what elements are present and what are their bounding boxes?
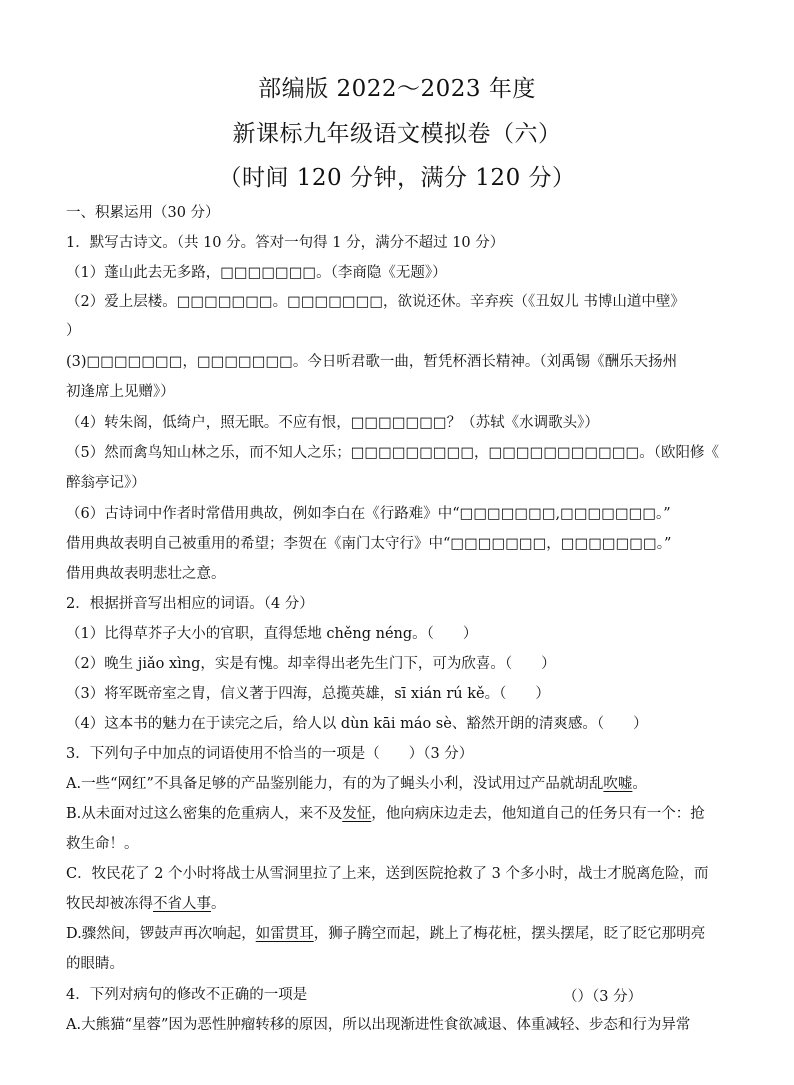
question-1-item-4: （4）转朱阁，低绮户，照无眠。不应有恨，□□□□□□□？（苏轼《水调歌头》） — [66, 415, 599, 431]
question-1-item-1: （1）蓬山此去无多路，□□□□□□□。（李商隐《无题》） — [66, 265, 447, 281]
question-3-option-b-cont: 救生命！。 — [66, 836, 139, 852]
question-3-option-a — [66, 774, 750, 794]
question-4-stem: 4．下列对病句的修改不正确的一项是 — [66, 987, 308, 1003]
question-2-item-4: （4）这本书的魅力在于读完之后，给人以 dùn kāi máo sè、豁然开朗的清爽感。（ ） — [66, 716, 648, 732]
question-2-stem: 2．根据拼音写出相应的词语。（4 分） — [66, 596, 314, 612]
option-text: 牧民却被冻得 — [66, 896, 153, 912]
question-3-option-c-cont — [66, 894, 750, 914]
question-1-item-2: （2）爱上层楼。□□□□□□□。□□□□□□□，欲说还休。辛弃疾（《丑奴儿 书博山道中壁》 — [66, 294, 685, 310]
exam-subtitle: 新课标九年级语文模拟卷（六） — [232, 121, 562, 147]
question-1-item-2-cont: ） — [66, 323, 81, 339]
question-4-score: （）（3 分） — [563, 989, 643, 1005]
underlined-word: 发怔 — [342, 806, 372, 822]
underlined-word: 吹嘘 — [603, 776, 633, 792]
question-1-item-5: （5）然而禽鸟知山林之乐，而不知人之乐；□□□□□□□□□，□□□□□□□□□□□。（欧阳修《 — [66, 445, 719, 461]
question-3-option-d — [66, 924, 750, 944]
option-text: B.从未面对过这么密集的危重病人，来不及 — [66, 806, 343, 822]
exam-time-score: （时间 120 分钟，满分 120 分） — [218, 165, 576, 191]
option-text: ，他向病床边走去，他知道自己的任务只有一个：抢 — [371, 806, 705, 822]
question-3-option-b — [66, 804, 750, 824]
question-1-item-6-cont: 借用典故表明自己被重用的希望；李贺在《南门太守行》中“□□□□□□□，□□□□□□□。” — [66, 536, 672, 552]
underlined-word: 不省人事 — [153, 896, 211, 912]
question-1-stem: 1．默写古诗文。（共 10 分。答对一句得 1 分，满分不超过 10 分） — [66, 235, 505, 251]
underlined-word: 如雷贯耳 — [255, 926, 314, 942]
question-2-item-2: （2）晚生 jiǎo xìng，实是有愧。却幸得出老先生门下，可为欣喜。（ ） — [66, 656, 556, 672]
question-1-item-6-end: 借用典故表明悲壮之意。 — [66, 566, 226, 582]
question-2-item-3: （3）将军既帝室之胄，信义著于四海，总揽英雄，sī xián rú kě。（ ） — [66, 686, 550, 702]
option-text: 。 — [632, 776, 647, 792]
question-1-item-5-cont: 醉翁亭记》） — [66, 475, 146, 491]
question-4-option-a: A.大熊猫“星蓉”因为恶性肿瘤转移的原因，所以出现渐进性食欲减退、体重减轻、步态和行为异常 — [66, 1017, 691, 1033]
question-3-option-c: C．牧民花了 2 个小时将战士从雪洞里拉了上来，送到医院抢救了 3 个多小时，战士才脱离危险，而 — [66, 866, 709, 882]
option-text: 。 — [211, 896, 226, 912]
exam-title: 部编版 2022～2023 年度 — [258, 76, 536, 102]
question-1-item-3: (3)□□□□□□□，□□□□□□□。今日听君歌一曲，暂凭杯酒长精神。（刘禹锡《酬乐天扬州 — [66, 354, 678, 370]
question-3-option-d-cont: 的眼睛。 — [66, 956, 124, 972]
option-text: ，狮子腾空而起，跳上了梅花桩，摆头摆尾，眨了眨它那明亮 — [313, 926, 706, 942]
question-1-item-6: （6）古诗词中作者时常借用典故，例如李白在《行路难》中“□□□□□□□,□□□□□□□。” — [66, 506, 671, 522]
option-text: D.骤然间，锣鼓声再次响起， — [66, 926, 256, 942]
question-3-stem: 3．下列句子中加点的词语使用不恰当的一项是（ ）（3 分） — [66, 746, 474, 762]
question-1-item-3-cont: 初逢席上见赠》） — [66, 384, 175, 400]
option-text: A.一些“网红”不具备足够的产品鉴别能力，有的为了蝇头小利，没试用过产品就胡乱 — [66, 776, 604, 792]
section-heading: 一、积累运用（30 分） — [66, 205, 220, 221]
question-2-item-1: （1）比得草芥子大小的官职，直得恁地 chěng néng。（ ） — [66, 626, 478, 642]
